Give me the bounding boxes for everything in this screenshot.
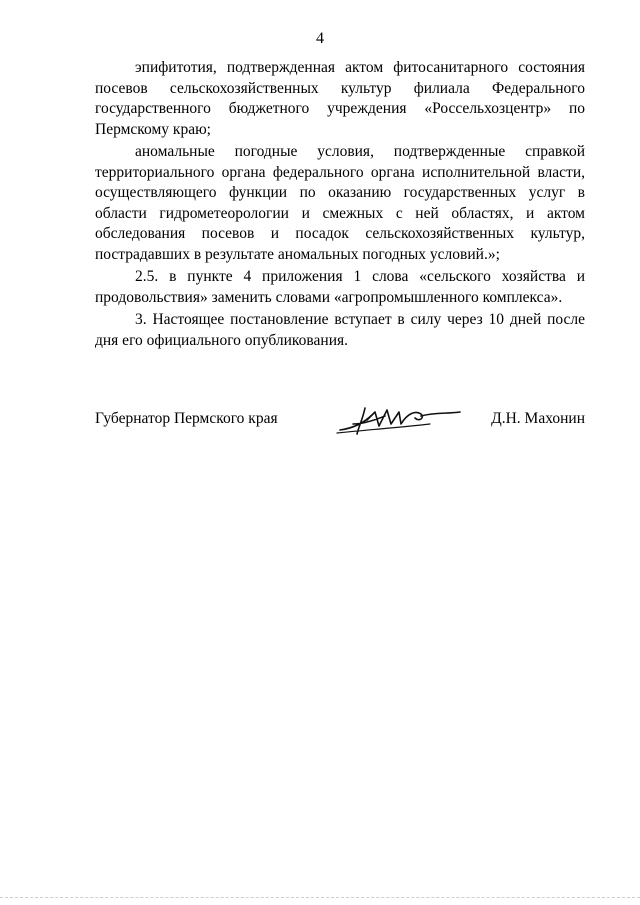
paragraph-abnormal-weather: аномальные погодные условия, подтвержденные справкой территориального органа федерального органа исполнительной власти, осуществляющего функции по оказанию государственных услуг в области гидрометеорологии и смежных с ней областях, и актом обследования посевов и посадок сельскохозяйственных культур, пострадавших в результате аномальных погодных условий.»; [95,143,585,263]
paragraph-item-3: 3. Настоящее постановление вступает в силу через 10 дней после дня его официального опубликования. [95,311,585,349]
document-body [95,58,585,353]
signer-name: Д.Н. Махонин [491,410,585,427]
paragraph-epiphytotia: эпифитотия, подтвержденная актом фитосанитарного состояния посевов сельскохозяйственных культур филиала Федерального государственного бюджетного учреждения «Россельхозцентр» по Пермскому краю; [95,59,585,138]
signer-title: Губернатор Пермского края [95,410,278,427]
paragraph-item-2-5: 2.5. в пункте 4 приложения 1 слова «сельского хозяйства и продовольствия» заменить словами «агропромышленного комплекса». [95,268,585,306]
page-number: 4 [316,30,324,47]
signature-block [95,400,585,450]
handwritten-signature [335,400,465,440]
bottom-scan-edge [0,897,640,899]
